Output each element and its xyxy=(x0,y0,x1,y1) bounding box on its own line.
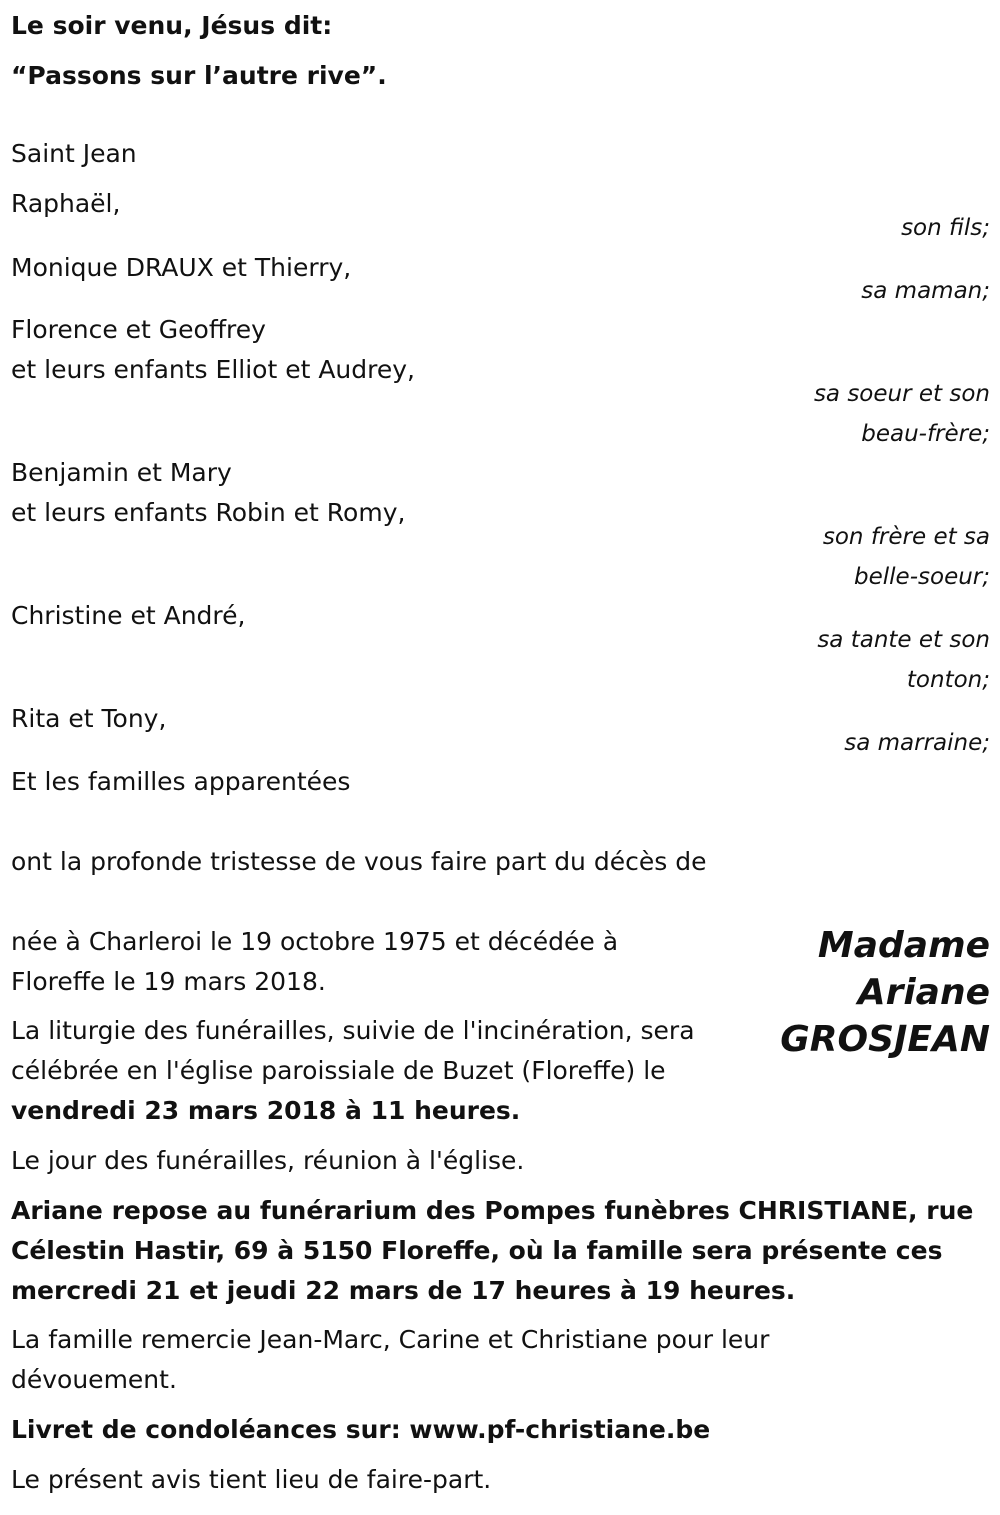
family-member-name: Benjamin et Mary xyxy=(11,458,232,487)
liturgy-line-2: célébrée en l'église paroissiale de Buzet (Floreffe) le xyxy=(11,1056,666,1085)
family-member-name: Florence et Geoffrey xyxy=(11,315,266,344)
deceased-name xyxy=(780,922,990,1063)
meeting-info: Le jour des funérailles, réunion à l'église. xyxy=(11,1146,525,1175)
deceased-last-name: GROSJEAN xyxy=(780,1019,990,1060)
deceased-first-name: Ariane xyxy=(857,972,990,1013)
family-member-relation: sa marraine; xyxy=(844,730,990,756)
birth-line-2: Floreffe le 19 mars 2018. xyxy=(11,967,326,996)
liturgy-date: vendredi 23 mars 2018 à 11 heures. xyxy=(11,1096,521,1125)
family-intro: Saint Jean xyxy=(11,139,137,168)
liturgy-line-1: La liturgie des funérailles, suivie de l'incinération, sera xyxy=(11,1016,695,1045)
family-closing: Et les familles apparentées xyxy=(11,767,351,796)
family-member-name: et leurs enfants Robin et Romy, xyxy=(11,498,406,527)
birth-line-1: née à Charleroi le 19 octobre 1975 et décédée à xyxy=(11,927,619,956)
thanks-line-2: dévouement. xyxy=(11,1365,177,1394)
family-member-relation: sa tante et son xyxy=(817,627,990,653)
family-member-relation: sa soeur et son xyxy=(813,381,990,407)
quote-line-1: Le soir venu, Jésus dit: xyxy=(11,11,333,40)
family-member-relation: son frère et sa xyxy=(822,524,990,550)
family-member-relation: belle-soeur; xyxy=(854,564,990,590)
family-member-relation: tonton; xyxy=(906,667,990,693)
announcement: ont la profonde tristesse de vous faire part du décès de xyxy=(11,847,707,876)
family-member-name: Rita et Tony, xyxy=(11,704,167,733)
family-member-name: et leurs enfants Elliot et Audrey, xyxy=(11,355,415,384)
thanks-line-1: La famille remercie Jean-Marc, Carine et Christiane pour leur xyxy=(11,1325,770,1354)
family-member-name: Christine et André, xyxy=(11,601,246,630)
family-member-relation: sa maman; xyxy=(861,278,990,304)
family-member-relation: son fils; xyxy=(901,215,990,241)
deceased-title: Madame xyxy=(817,925,990,966)
funerarium-line-1: Ariane repose au funérarium des Pompes funèbres CHRISTIANE, rue xyxy=(11,1196,974,1225)
funerarium-line-2: Célestin Hastir, 69 à 5150 Floreffe, où la famille sera présente ces xyxy=(11,1236,943,1265)
notice: Le présent avis tient lieu de faire-part. xyxy=(11,1465,492,1494)
condolences-link[interactable]: Livret de condoléances sur: www.pf-christiane.be xyxy=(11,1415,711,1444)
family-member-name: Monique DRAUX et Thierry, xyxy=(11,253,352,282)
family-member-name: Raphaël, xyxy=(11,189,121,218)
quote-line-2: “Passons sur l’autre rive”. xyxy=(11,61,387,90)
family-member-relation: beau-frère; xyxy=(861,421,990,447)
funerarium-line-3: mercredi 21 et jeudi 22 mars de 17 heures à 19 heures. xyxy=(11,1276,796,1305)
